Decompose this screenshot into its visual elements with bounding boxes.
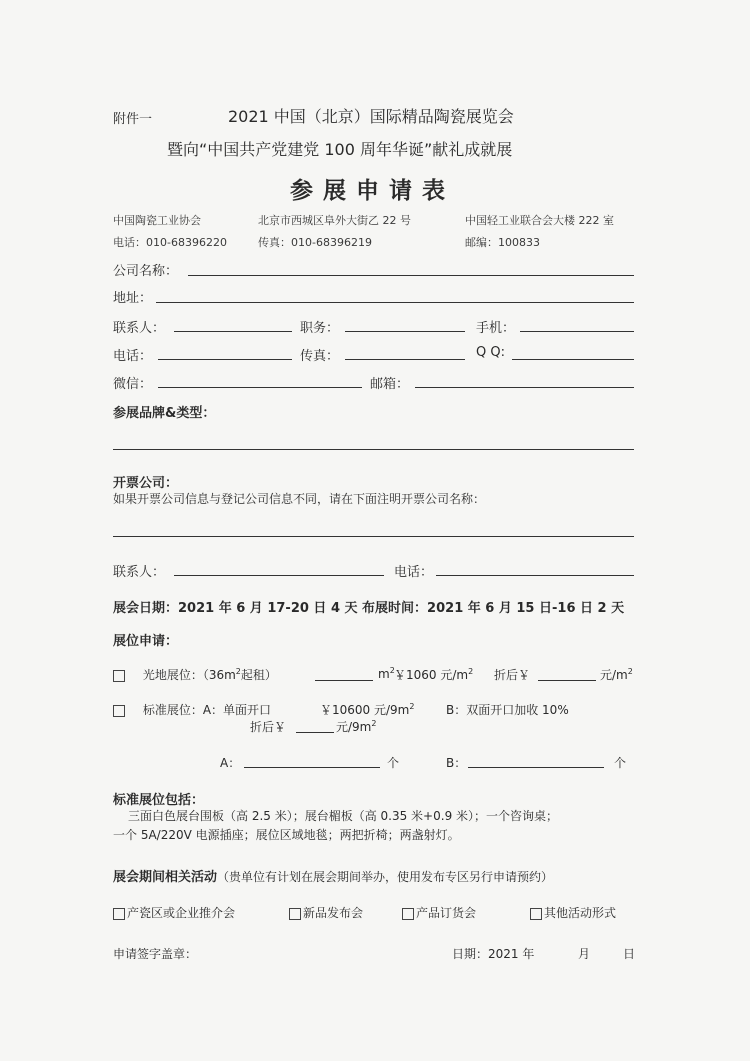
organizer-address: 北京市西城区阜外大街乙 22 号 <box>258 214 411 227</box>
activity-option-1[interactable] <box>113 904 235 921</box>
raw-discount-field[interactable] <box>538 680 596 681</box>
raw-discount-unit-text: 元/m <box>600 668 628 682</box>
booth-label: 展位申请： <box>113 634 179 649</box>
raw-space-label: 光地展位：（36m <box>142 668 236 682</box>
signature-label: 申请签字盖章： <box>113 947 198 961</box>
signature-day: 日 <box>623 947 636 961</box>
raw-unit: m <box>378 667 390 681</box>
wechat-field[interactable] <box>158 387 362 388</box>
standard-booth-b: B：双面开口加收 10% <box>446 703 569 717</box>
activities-label: 展会期间相关活动 <box>113 870 218 885</box>
address-label: 地址： <box>113 291 153 306</box>
activity-option-2[interactable] <box>289 904 363 921</box>
activities-note: （贵单位有计划在展会期间举办，使用发布专区另行申请预约） <box>217 870 554 884</box>
signature-date: 日期：2021 年 <box>452 947 535 961</box>
quantity-b-field[interactable] <box>468 767 604 768</box>
qq-label: Q Q: <box>476 345 505 360</box>
standard-booth-checkbox[interactable] <box>113 705 125 717</box>
address-field[interactable] <box>156 302 634 303</box>
mobile-label: 手机： <box>476 321 516 336</box>
quantity-b-label: B： <box>446 756 467 770</box>
mobile-field[interactable] <box>520 331 634 332</box>
raw-space-min: 起租） <box>240 668 277 682</box>
fax-field[interactable] <box>345 359 465 360</box>
raw-unit-sup: 2 <box>389 666 395 675</box>
std-discount-unit-text: 元/9m <box>336 720 372 734</box>
raw-space-unit <box>378 666 395 681</box>
phone-field[interactable] <box>158 359 292 360</box>
raw-price: ￥1060 元/m <box>394 668 469 682</box>
organizer-building: 中国轻工业联合会大楼 222 室 <box>465 214 614 227</box>
raw-space-area-field[interactable] <box>315 680 373 681</box>
phone-label: 电话： <box>113 349 153 364</box>
form-heading: 参展申请表 <box>290 177 455 204</box>
invoice-phone-field[interactable] <box>436 575 634 576</box>
activity-option-3-label: 产品订货会 <box>416 906 477 920</box>
quantity-a-unit: 个 <box>387 756 400 770</box>
invoice-contact-label: 联系人： <box>113 565 166 580</box>
quantity-b-unit: 个 <box>614 756 627 770</box>
raw-space-row <box>113 666 277 683</box>
standard-includes-line1: 三面白色展台围板（高 2.5 米）；展台楣板（高 0.35 米+0.9 米）；一个咨询桌； <box>128 809 559 823</box>
raw-space-checkbox[interactable] <box>113 670 125 682</box>
standard-booth-row <box>113 701 271 718</box>
std-price: ￥10600 元/9m <box>320 703 410 717</box>
wechat-label: 微信： <box>113 377 153 392</box>
standard-discount-label: 折后￥ <box>250 720 287 734</box>
raw-space-sup: 2 <box>235 667 241 676</box>
organizer-postcode: 邮编：100833 <box>465 236 540 249</box>
standard-includes-line2: 一个 5A/220V 电源插座；展位区域地毯；两把折椅；两盏射灯。 <box>113 828 460 842</box>
activity-option-4-label: 其他活动形式 <box>544 906 617 920</box>
exhibition-dates: 展会日期：2021 年 6 月 17-20 日 4 天 布展时间：2021 年 6 月 15 日-16 日 2 天 <box>113 601 625 616</box>
quantity-a-field[interactable] <box>244 767 380 768</box>
activity-option-4[interactable] <box>530 904 616 921</box>
title-line-2: 暨向“中国共产党建党 100 周年华诞”献礼成就展 <box>167 140 513 159</box>
company-name-field[interactable] <box>188 275 634 276</box>
std-discount-sup: 2 <box>371 719 377 728</box>
organizer-phone: 电话：010-68396220 <box>113 236 227 249</box>
fax-label: 传真： <box>300 349 340 364</box>
raw-space-price <box>394 666 473 683</box>
brand-field[interactable] <box>113 449 634 450</box>
invoice-contact-field[interactable] <box>174 575 384 576</box>
invoice-company-field[interactable] <box>113 536 634 537</box>
title-line-1: 2021 中国（北京）国际精品陶瓷展览会 <box>228 107 514 126</box>
raw-discount-sup: 2 <box>627 667 633 676</box>
position-field[interactable] <box>345 331 465 332</box>
invoice-phone-label: 电话： <box>394 565 434 580</box>
brand-label: 参展品牌&类型： <box>113 406 216 421</box>
raw-discount-unit <box>600 666 633 683</box>
standard-includes-label: 标准展位包括： <box>113 793 205 808</box>
invoice-note: 如果开票公司信息与登记公司信息不同，请在下面注明开票公司名称： <box>113 492 486 506</box>
invoice-label: 开票公司： <box>113 476 179 491</box>
organizer-fax: 传真：010-68396219 <box>258 236 372 249</box>
company-name-label: 公司名称： <box>113 264 179 279</box>
standard-discount-field[interactable] <box>296 732 334 733</box>
activity-checkbox-1[interactable] <box>113 908 125 920</box>
contact-field[interactable] <box>174 331 292 332</box>
std-price-sup: 2 <box>409 702 415 711</box>
email-label: 邮箱： <box>370 377 410 392</box>
signature-month: 月 <box>578 947 591 961</box>
standard-booth-price <box>320 701 414 718</box>
activity-option-3[interactable] <box>402 904 476 921</box>
standard-discount-unit <box>336 718 376 735</box>
standard-booth-label: 标准展位：A：单面开口 <box>142 703 272 717</box>
activity-option-2-label: 新品发布会 <box>303 906 364 920</box>
email-field[interactable] <box>415 387 634 388</box>
raw-discount-label: 折后￥ <box>494 668 531 682</box>
position-label: 职务： <box>300 321 340 336</box>
activity-checkbox-2[interactable] <box>289 908 301 920</box>
quantity-a-label: A： <box>220 756 241 770</box>
attachment-label: 附件一 <box>113 112 153 127</box>
activities-row <box>113 866 553 885</box>
activity-option-1-label: 产瓷区或企业推介会 <box>127 906 236 920</box>
raw-price-sup: 2 <box>468 667 474 676</box>
qq-field[interactable] <box>512 359 634 360</box>
contact-label: 联系人： <box>113 321 166 336</box>
activity-checkbox-4[interactable] <box>530 908 542 920</box>
activity-checkbox-3[interactable] <box>402 908 414 920</box>
organizer-name: 中国陶瓷工业协会 <box>113 214 201 227</box>
